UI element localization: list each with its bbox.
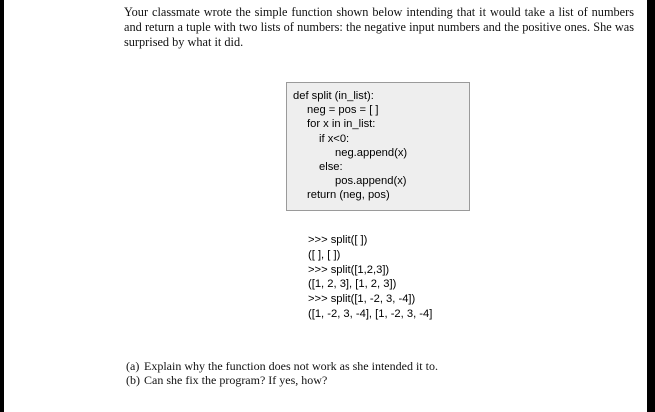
code-line: pos.append(x)	[335, 175, 407, 188]
code-listing	[286, 82, 470, 211]
code-line: else:	[319, 161, 343, 174]
question-b	[126, 374, 438, 388]
question-label: (b)	[126, 372, 140, 387]
document-page	[4, 0, 647, 412]
question-a	[126, 360, 438, 374]
code-line: for x in in_list:	[307, 118, 376, 131]
code-line: def split (in_list):	[293, 90, 374, 102]
code-line: neg = pos = [ ]	[307, 104, 379, 117]
code-line: if x<0:	[319, 132, 350, 145]
problem-statement: Your classmate wrote the simple function shown below intending that it would take a list of numbers and return a tuple with two lists of numbers: the negative input numbers and the positive ones. She was surprised by what it did.	[124, 5, 634, 49]
session-line: >>> split([1, -2, 3, -4])	[308, 293, 416, 306]
session-line: >>> split([ ])	[308, 234, 368, 246]
session-line: >>> split([1,2,3])	[308, 263, 390, 276]
question-text: Can she fix the program? If yes, how?	[144, 372, 328, 387]
code-line: return (neg, pos)	[307, 189, 390, 202]
question-label: (a)	[126, 359, 140, 373]
session-line: ([ ], [ ])	[308, 248, 341, 261]
question-text: Explain why the function does not work as she intended it to.	[144, 359, 438, 373]
code-line: neg.append(x)	[335, 146, 408, 159]
session-line: ([1, 2, 3], [1, 2, 3])	[308, 278, 397, 291]
session-line: ([1, -2, 3, -4], [1, -2, 3, -4]	[308, 307, 433, 320]
question-list	[126, 360, 438, 387]
interpreter-session	[308, 233, 432, 322]
